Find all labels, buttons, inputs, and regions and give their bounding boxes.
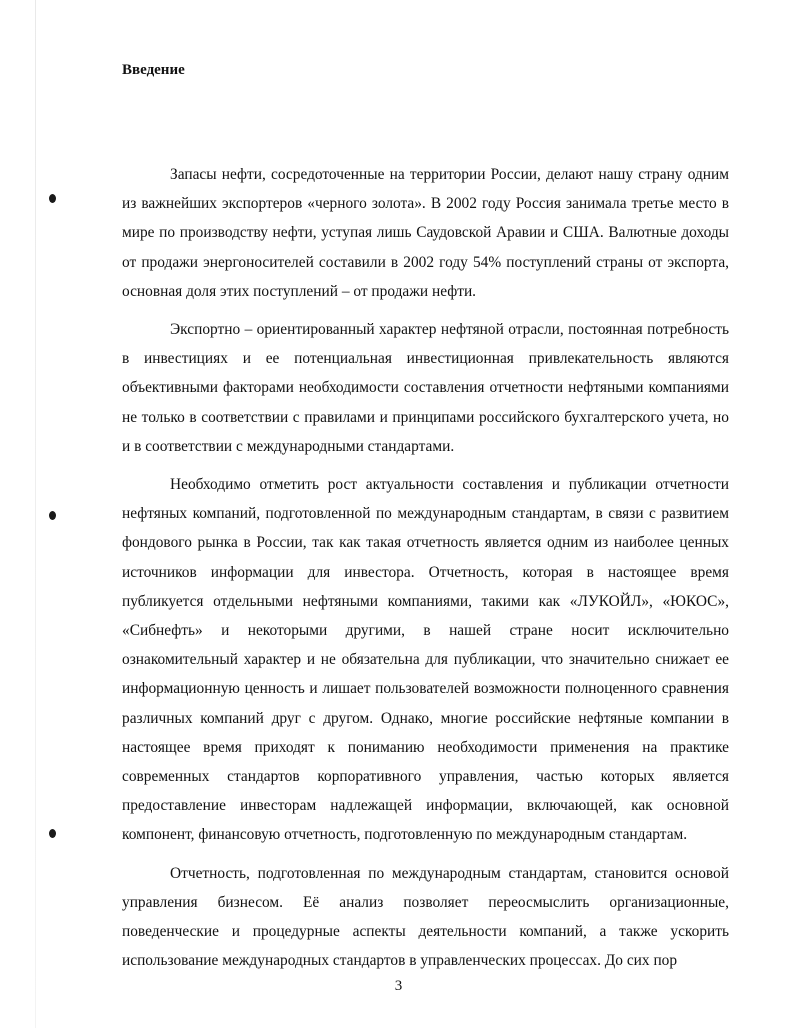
binder-hole-mark: [49, 194, 56, 203]
paragraph: Запасы нефти, сосредоточенные на территории России, делают нашу страну одним из важнейших экспортеров «черного золота». В 2002 году Россия занимала третье место в мире по производству нефти, уступая лишь Саудовской Аравии и США. Валютные доходы от продажи энергоносителей составили в 2002 году 54% поступлений страны от экспорта, основная доля этих поступлений – от продажи нефти.: [122, 166, 729, 300]
page-number: 3: [394, 978, 403, 994]
paragraph: Экспортно – ориентированный характер нефтяной отрасли, постоянная потребность в инвестициях и ее потенциальная инвестиционная привлекательность являются объективными факторами необходимости составления отчетности нефтяными компаниями не только в соответствии с правилами и принципами российского бухгалтерского учета, но и в соответствии с международными стандартами.: [122, 321, 729, 455]
section-heading: Введение: [122, 62, 185, 78]
paragraph: Необходимо отметить рост актуальности составления и публикации отчетности нефтяных компаний, подготовленной по международным стандартам, в связи с развитием фондового рынка в России, так как такая отчетность является одним из наиболее ценных источников информации для инвестора. Отчетность, которая в настоящее время публикуется отдельными нефтяными компаниями, такими как «ЛУКОЙЛ», «ЮКОС», «Сибнефть» и некоторыми другими, в нашей стране носит исключительно ознакомительный характер и не обязательна для публикации, что значительно снижает ее информационную ценность и лишает пользователей возможности полноценного сравнения различных компаний друг с другом. Однако, многие российские нефтяные компании в настоящее время приходят к пониманию необходимости применения на практике современных стандартов корпоративного управления, частью которых является предоставление инвесторам надлежащей информации, включающей, как основной компонент, финансовую отчетность, подготовленную по международным стандартам.: [122, 476, 729, 844]
binder-hole-mark: [49, 511, 56, 520]
body-text: [122, 160, 729, 984]
scan-edge-line: [35, 0, 36, 1028]
paragraph: Отчетность, подготовленная по международным стандартам, становится основой управления бизнесом. Её анализ позволяет переосмыслить организационные, поведенческие и процедурные аспекты деятельности компаний, а также ускорить использование международных стандартов в управленческих процессах. До сих пор: [122, 864, 729, 970]
binder-hole-mark: [49, 829, 56, 838]
